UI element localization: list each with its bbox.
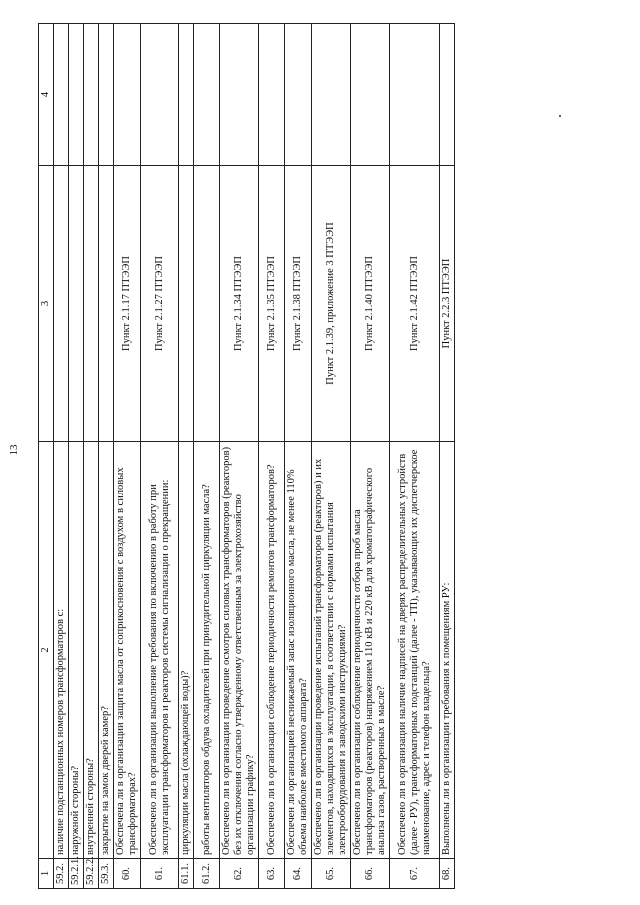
table-row (114, 24, 141, 889)
row-number: 63. (259, 859, 285, 889)
row-number: 59.2.2. (84, 859, 99, 889)
table-row (69, 24, 84, 889)
row-number: 59.2.1. (69, 859, 84, 889)
row-note (390, 24, 440, 166)
row-reference: Пункт 2.1.39, приложение 3 ПТЭЭП (312, 166, 351, 442)
row-note (259, 24, 285, 166)
row-question: Выполнены ли в организации требования к помещениям РУ: (440, 442, 455, 859)
row-reference (179, 166, 194, 442)
table-row (351, 24, 390, 889)
row-note (179, 24, 194, 166)
row-note (194, 24, 220, 166)
row-question: Обеспечено ли в организации соблюдение периодичности отбора проб масла трансформаторов (реакторов) напряжением 110 кВ и 220 кВ для хроматографического анализа газов, растворенных в масле? (351, 442, 390, 859)
row-question: Обеспечено ли в организации выполнение требования по включению в работу при эксплуатации трансформаторов и реакторов системы сигнализации о прекращении: (141, 442, 179, 859)
table-row (99, 24, 114, 889)
row-number: 60. (114, 859, 141, 889)
row-number: 62. (220, 859, 259, 889)
table-row (179, 24, 194, 889)
header-col-1: 1 (39, 859, 54, 889)
row-note (141, 24, 179, 166)
row-number: 61.2. (194, 859, 220, 889)
row-note (84, 24, 99, 166)
header-col-2: 2 (39, 442, 54, 859)
table-row (312, 24, 351, 889)
table-row (54, 24, 69, 889)
row-reference: Пункт 2.1.35 ПТЭЭП (259, 166, 285, 442)
row-question: Обеспечено ли в организации проведение испытаний трансформаторов (реакторов) и их элементов, находящихся в эксплуатации, в соответствии с нормами испытания электрооборудования и заводскими инструкциями? (312, 442, 351, 859)
table-row (194, 24, 220, 889)
table-row (285, 24, 312, 889)
row-note (99, 24, 114, 166)
row-number: 61. (141, 859, 179, 889)
row-note (440, 24, 455, 166)
header-col-3: 3 (39, 166, 54, 442)
row-note (54, 24, 69, 166)
row-number: 65. (312, 859, 351, 889)
row-note (69, 24, 84, 166)
row-reference: Пункт 2.1.40 ПТЭЭП (351, 166, 390, 442)
row-reference: Пункт 2.2.3 ПТЭЭП (440, 166, 455, 442)
row-reference: Пункт 2.1.27 ПТЭЭП (141, 166, 179, 442)
row-number: 59.3. (99, 859, 114, 889)
row-question: циркуляции масла (охлаждающей воды)? (179, 442, 194, 859)
row-question: внутренней стороны? (84, 442, 99, 859)
row-question: наружной стороны? (69, 442, 84, 859)
table-body (54, 24, 455, 889)
table-header-row (39, 24, 54, 889)
row-number: 68. (440, 859, 455, 889)
header-col-4: 4 (39, 24, 54, 166)
row-note (312, 24, 351, 166)
row-number: 61.1. (179, 859, 194, 889)
scan-speck (559, 115, 561, 117)
row-question: работы вентиляторов обдува охладителей при принудительной циркуляции масла? (194, 442, 220, 859)
table-row (220, 24, 259, 889)
row-number: 59.2. (54, 859, 69, 889)
row-reference (99, 166, 114, 442)
row-question: Обеспечен ли организацией неснижаемый запас изоляционного масла, не менее 110% объема наиболее вместимого аппарата? (285, 442, 312, 859)
row-reference (194, 166, 220, 442)
row-note (285, 24, 312, 166)
row-question: Обеспечено ли в организации соблюдение периодичности ремонтов трансформаторов? (259, 442, 285, 859)
checklist-table (38, 23, 455, 889)
row-number: 66. (351, 859, 390, 889)
row-question: Обеспечена ли в организации защита масла от соприкосновения с воздухом в силовых трансформаторах? (114, 442, 141, 859)
row-question: Обеспечено ли в организации проведение осмотров силовых трансформаторов (реакторов) без их отключения согласно утвержденному ответственным за электрохозяйство организации графику? (220, 442, 259, 859)
row-reference: Пункт 2.1.17 ПТЭЭП (114, 166, 141, 442)
row-question: Обеспечено ли в организации наличие надписей на дверях распределительных устройств (далее - РУ), трансформаторных подстанций (далее - ТП), указывающих их диспетчерское наименование, адрес и телефон владельца? (390, 442, 440, 859)
row-question: наличие подстанционных номеров трансформаторов с: (54, 442, 69, 859)
row-reference: Пункт 2.1.38 ПТЭЭП (285, 166, 312, 442)
row-note (220, 24, 259, 166)
row-note (351, 24, 390, 166)
table-row (84, 24, 99, 889)
row-reference: Пункт 2.1.34 ПТЭЭП (220, 166, 259, 442)
table-row (141, 24, 179, 889)
row-note (114, 24, 141, 166)
row-number: 67. (390, 859, 440, 889)
row-reference (84, 166, 99, 442)
table-row (440, 24, 455, 889)
table-row (390, 24, 440, 889)
table-row (259, 24, 285, 889)
row-reference (54, 166, 69, 442)
row-reference: Пункт 2.1.42 ПТЭЭП (390, 166, 440, 442)
page-number: 13 (8, 444, 20, 456)
row-number: 64. (285, 859, 312, 889)
row-question: закрытие на замок дверей камер? (99, 442, 114, 859)
row-reference (69, 166, 84, 442)
